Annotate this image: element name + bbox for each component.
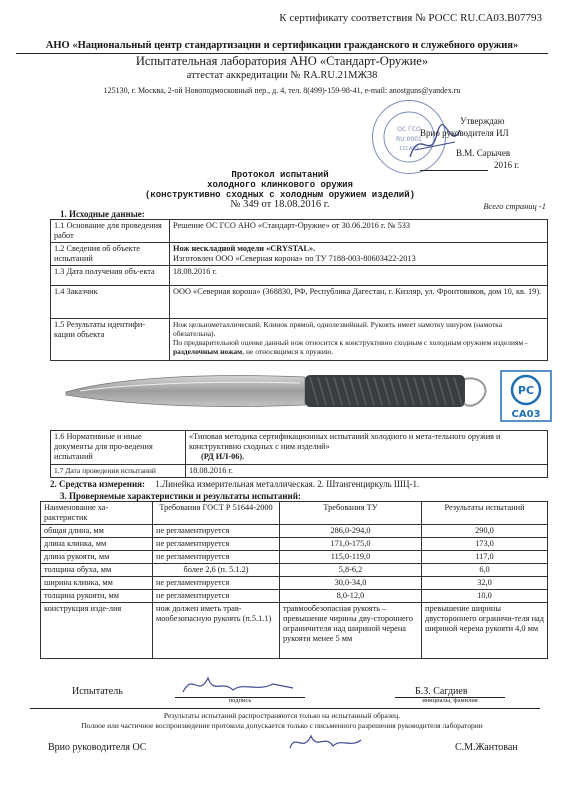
knife-photo bbox=[60, 365, 495, 425]
os-head-signature bbox=[285, 728, 365, 758]
os-head-name: С.М.Жантован bbox=[455, 742, 518, 753]
table-cell: 30,0-34,0 bbox=[280, 577, 422, 590]
approval-year: 2016 г. bbox=[494, 160, 520, 170]
table-cell: 290,0 bbox=[422, 525, 548, 538]
table-row bbox=[51, 465, 548, 478]
row-value bbox=[170, 319, 548, 361]
table-row bbox=[51, 286, 548, 319]
table-cell: травмообезопасная рукоять – превышение чирины дву-стороннего ограничителя над шириной черена рукояти менее 5 мм bbox=[280, 603, 422, 659]
row-value: 18.08.2016 г. bbox=[170, 266, 548, 286]
table-header-row bbox=[41, 502, 548, 525]
table-cell: 115,0-119,0 bbox=[280, 551, 422, 564]
certification-logo bbox=[500, 370, 552, 422]
manufacturer: Изготовлен ООО «Северная корона» по ТУ 7188-003-80603422-2013 bbox=[173, 254, 416, 263]
table-cell: более 2,6 (п. 5.1.2) bbox=[153, 564, 280, 577]
table-cell: не регламентируется bbox=[153, 538, 280, 551]
column-header: Требования ТУ bbox=[280, 502, 422, 525]
title-line-3: (конструктивно сходных с холодным оружием изделий) bbox=[144, 190, 416, 200]
page-count: Всего страниц -1 bbox=[483, 201, 546, 211]
approve-label: Утверждаю bbox=[460, 116, 505, 126]
assessment-tail: , не относящимся к оружию. bbox=[242, 347, 334, 356]
table-row bbox=[41, 603, 548, 659]
row-label: 1.2 Сведения об объекте испытаний bbox=[51, 243, 170, 266]
title-line-1: Протокол испытаний bbox=[231, 170, 329, 180]
initial-data-table bbox=[50, 219, 548, 361]
footer-divider bbox=[30, 708, 540, 709]
os-head-label: Врио руководителя ОС bbox=[48, 742, 147, 753]
table-cell: длина клинка, мм bbox=[41, 538, 153, 551]
table-cell: ширина клинка, мм bbox=[41, 577, 153, 590]
assessment-text: По предварительной оценке данный нож относится к конструктивно сходным с холодным оружием изделиям - bbox=[173, 338, 528, 347]
table-cell: толщина обуха, мм bbox=[41, 564, 153, 577]
table-row bbox=[41, 525, 548, 538]
title-line-2: холодного клинкового оружия bbox=[207, 180, 353, 190]
tester-label: Испытатель bbox=[72, 686, 123, 697]
table-cell: 173,0 bbox=[422, 538, 548, 551]
tester-signature bbox=[178, 670, 298, 700]
approver-position: Врио руководителя ИЛ bbox=[420, 128, 509, 138]
row-label: 1.6 Нормативные и иные документы для про-ведения испытаний bbox=[51, 431, 186, 465]
section-1-heading: 1. Исходные данные: bbox=[60, 209, 145, 219]
section-2-value: 1.Линейка измерительная металлическая. 2. Штангенциркуль ШЦ-1. bbox=[155, 479, 420, 489]
normative-table bbox=[50, 430, 548, 478]
certification-logo-icon bbox=[500, 370, 552, 422]
table-cell: не регламентируется bbox=[153, 577, 280, 590]
table-row bbox=[51, 243, 548, 266]
svg-text:11СА03: 11СА03 bbox=[399, 146, 419, 152]
row-value bbox=[186, 431, 548, 465]
method-title: «Типовая методика сертификационных испытаний холодного и мета-тельного оружия и конструктивно сходных с ним изделий» bbox=[189, 432, 501, 451]
tester-name: Б.З. Сагдиев bbox=[415, 686, 468, 697]
table-cell: конструкция изде-лия bbox=[41, 603, 153, 659]
table-cell: 171,0-175,0 bbox=[280, 538, 422, 551]
row-label: 1.4 Заказчик bbox=[51, 286, 170, 319]
svg-text:RU.0001: RU.0001 bbox=[396, 136, 422, 143]
column-header: Требования ГОСТ Р 51644-2000 bbox=[153, 502, 280, 525]
table-cell: не регламентируется bbox=[153, 525, 280, 538]
table-row bbox=[51, 319, 548, 361]
protocol-title bbox=[60, 170, 500, 200]
column-header: Наименование ха-рактеристик bbox=[41, 502, 153, 525]
row-label: 1.5 Результаты идентифи-кации объекта bbox=[51, 319, 170, 361]
section-3-heading: 3. Проверяемые характеристики и результаты испытаний: bbox=[60, 491, 301, 501]
results-table bbox=[40, 501, 548, 659]
signature-caption: подпись bbox=[228, 697, 252, 704]
table-row bbox=[41, 551, 548, 564]
method-doc: (РД ИЛ-06). bbox=[201, 452, 245, 461]
table-cell: толщина рукояти, мм bbox=[41, 590, 153, 603]
row-value bbox=[170, 243, 548, 266]
certificate-reference: К сертификату соответствия № РОСС RU.CA03.B07793 bbox=[279, 12, 542, 24]
table-cell: не регламентируется bbox=[153, 551, 280, 564]
assessment-category: разделочным ножам bbox=[173, 347, 243, 356]
identification-text: Нож цельнометаллический. Клинок прямой, однолезвийный. Рукоять имеет намотку шнуром (намотка обязательна). bbox=[173, 320, 503, 338]
approver-name: В.М. Сарычев bbox=[456, 148, 511, 158]
row-value: 18.08.2016 г. bbox=[186, 465, 548, 478]
table-cell: превышение ширины двустороннего ограничи-теля над шириной черена рукояти 4,0 мм bbox=[422, 603, 548, 659]
section-2 bbox=[50, 479, 419, 489]
table-cell: не регламентируется bbox=[153, 590, 280, 603]
laboratory-name: Испытательная лаборатория АНО «Стандарт-Оружие» bbox=[135, 54, 429, 68]
table-row bbox=[41, 564, 548, 577]
table-cell: 5,8-6,2 bbox=[280, 564, 422, 577]
table-row bbox=[41, 577, 548, 590]
row-value: ООО «Северная корона» (368830, РФ, Республика Дагестан, г. Кизляр, ул. Фронтовиков, дом 10, кв. 19). bbox=[170, 286, 548, 319]
table-row bbox=[51, 266, 548, 286]
table-cell: 32,0 bbox=[422, 577, 548, 590]
note-2: Полное или частичное воспроизведение протокола допускается только с письменного разрешения руководителя лаборатории bbox=[81, 721, 483, 730]
protocol-number: № 349 от 18.08.2016 г. bbox=[230, 199, 330, 210]
section-2-heading: 2. Средства измерения: bbox=[50, 479, 145, 489]
row-label: 1.7 Дата проведения испытаний bbox=[51, 465, 186, 478]
table-cell: 10,0 bbox=[422, 590, 548, 603]
product-name: Нож нескладной модели «CRYSTAL». bbox=[173, 244, 316, 253]
row-value: Решение ОС ГСО АНО «Стандарт-Оружие» от 30.06.2016 г. № 533 bbox=[170, 220, 548, 243]
table-cell: нож должен иметь трав-мообезопасную рукоять (п.5.1.1) bbox=[153, 603, 280, 659]
svg-text:ОС ГСО: ОС ГСО bbox=[397, 126, 421, 133]
table-row bbox=[41, 538, 548, 551]
address-line: 125130, г. Москва, 2-ой Новоподмосковный пер., д. 4, тел. 8(499)-159-98-41, e-mail: anostguns@yandex.ru bbox=[103, 86, 461, 95]
accreditation: аттестат аккредитации № RA.RU.21МЖ38 bbox=[186, 70, 378, 81]
table-cell: 8,0-12,0 bbox=[280, 590, 422, 603]
organization-name: АНО «Национальный центр стандартизации и сертификации гражданского и служебного оружия» bbox=[45, 40, 519, 51]
logo-text: СА03 bbox=[511, 409, 541, 420]
table-row bbox=[51, 220, 548, 243]
column-header: Результаты испытаний bbox=[422, 502, 548, 525]
note-1: Результаты испытаний распространяются только на испытанный образец. bbox=[163, 711, 401, 720]
svg-text:РС: РС bbox=[517, 384, 535, 397]
table-cell: общая длина, мм bbox=[41, 525, 153, 538]
table-cell: 117,0 bbox=[422, 551, 548, 564]
table-row bbox=[51, 431, 548, 465]
row-label: 1.3 Дата получения объ-екта bbox=[51, 266, 170, 286]
table-cell: 6,0 bbox=[422, 564, 548, 577]
table-cell: длина рукояти, мм bbox=[41, 551, 153, 564]
row-label: 1.1 Основание для проведения работ bbox=[51, 220, 170, 243]
name-caption: инициалы, фамилия bbox=[422, 697, 478, 704]
table-cell: 286,0-294,0 bbox=[280, 525, 422, 538]
table-row bbox=[41, 590, 548, 603]
